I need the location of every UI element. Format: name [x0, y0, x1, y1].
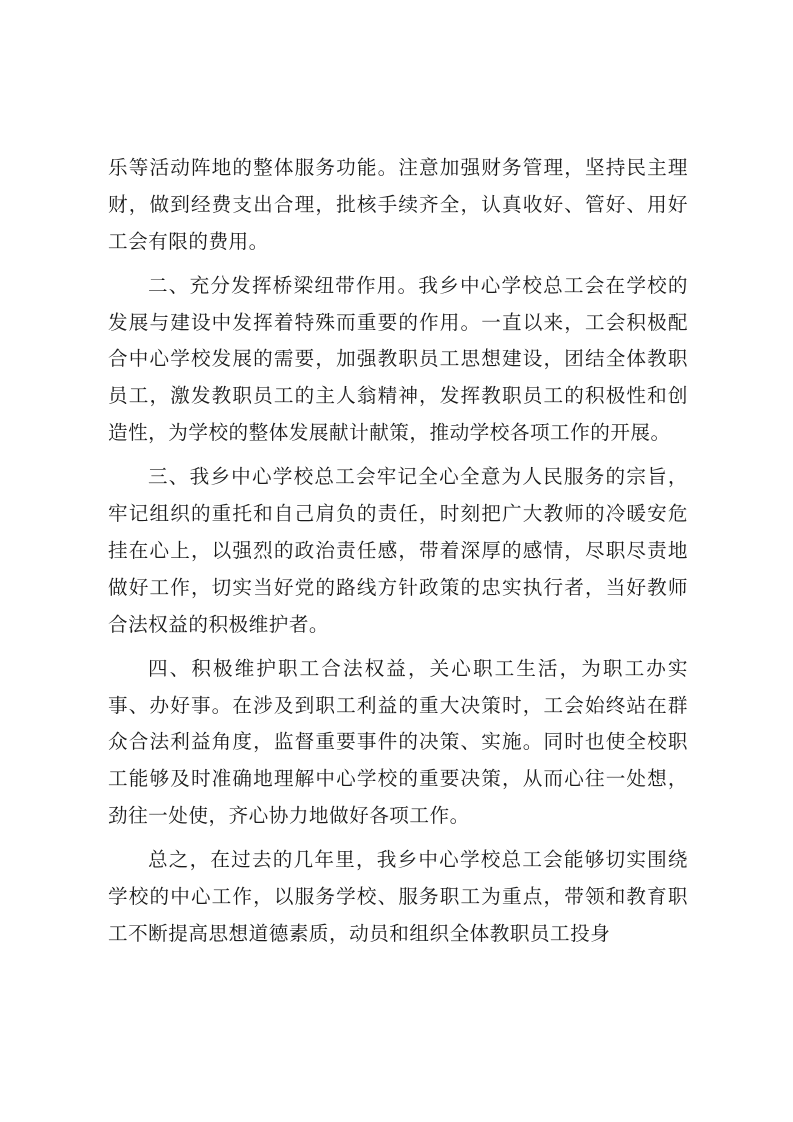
- paragraph-3: 三、我乡中心学校总工会牢记全心全意为人民服务的宗旨，牢记组织的重托和自己肩负的责任，时刻把广大教师的冷暖安危挂在心上，以强烈的政治责任感，带着深厚的感情，尽职尽责地做好工作，切实当好党的路线方针政策的忠实执行者，当好教师合法权益的积极维护者。: [108, 465, 688, 636]
- paragraph-2: 二、充分发挥桥梁纽带作用。我乡中心学校总工会在学校的发展与建设中发挥着特殊而重要的作用。一直以来，工会积极配合中心学校发展的需要，加强教职员工思想建设，团结全体教职员工，激发教职员工的主人翁精神，发挥教职员工的积极性和创造性，为学校的整体发展献计献策，推动学校各项工作的开展。: [108, 273, 688, 445]
- paragraph-1: 乐等活动阵地的整体服务功能。注意加强财务管理，坚持民主理财，做到经费支出合理，批核手续齐全，认真收好、管好、用好工会有限的费用。: [108, 156, 688, 253]
- paragraph-5: 总之，在过去的几年里，我乡中心学校总工会能够切实围绕学校的中心工作，以服务学校、服务职工为重点，带领和教育职工不断提高思想道德素质，动员和组织全体教职员工投身: [108, 848, 688, 945]
- document-body: [108, 150, 688, 960]
- paragraph-4: 四、积极维护职工合法权益，关心职工生活，为职工办实事、办好事。在涉及到职工利益的重大决策时，工会始终站在群众合法利益角度，监督重要事件的决策、实施。同时也使全校职工能够及时准确地理解中心学校的重要决策，从而心往一处想，劲往一处使，齐心协力地做好各项工作。: [108, 656, 688, 828]
